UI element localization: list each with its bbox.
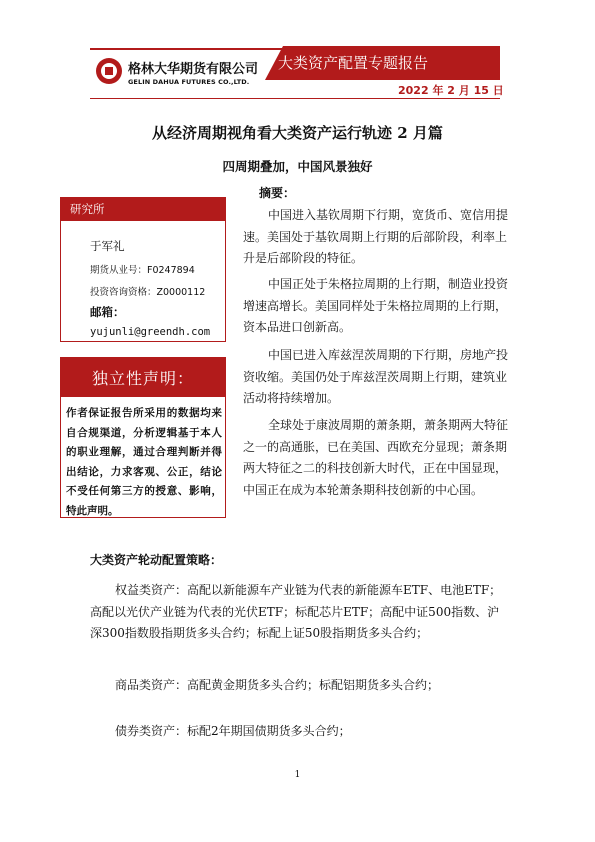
abstract-paragraph: 中国进入基钦周期下行期，宽货币、宽信用提速。美国处于基钦周期上行期的后部阶段，利率上升是后部阶段的特征。: [243, 208, 509, 265]
advisory-license: 投资咨询资格：Z0000112: [90, 287, 206, 298]
strategy-commodity: 商品类资产：高配黄金期货多头合约；标配铝期货多头合约；: [115, 678, 440, 692]
abstract-paragraph: 中国已进入库兹涅茨周期的下行期，房地产投资收缩。美国仍处于库兹涅茨周期上行期，建筑业活动将持续增加。: [243, 348, 509, 405]
research-institute-label: 研究所: [70, 202, 105, 216]
report-date: 2022 年 2 月 15 日: [398, 84, 504, 97]
report-type: 大类资产配置专题报告: [278, 54, 429, 72]
page-subtitle: 四周期叠加，中国风景独好: [222, 159, 373, 174]
declaration-heading: 独立性声明：: [91, 369, 194, 388]
page-title: 从经济周期视角看大类资产运行轨迹 2 月篇: [152, 124, 443, 142]
futures-license: 期货从业号：F0247894: [90, 265, 195, 276]
header-bottom-rule: [90, 98, 500, 99]
strategy-equity: 权益类资产：高配以新能源车产业链为代表的新能源车ETF、电池ETF；高配以光伏产业链为代表的光伏ETF；标配芯片ETF；高配中证500指数、沪深300指数股指期货多头合约；标配上证50股指期货多头合约；: [90, 583, 502, 640]
company-logo: [90, 50, 265, 98]
strategy-title: 大类资产轮动配置策略：: [90, 553, 223, 567]
abstract-paragraph: 全球处于康波周期的萧条期，萧条期两大特征之一的高通胀，已在美国、西欧充分显现；萧条期两大特征之二的科技创新大时代，正在中国显现，中国正在成为本轮萧条期科技创新的中心国。: [243, 418, 509, 497]
strategy-bond: 债券类资产：标配2年期国债期货多头合约；: [115, 724, 351, 738]
abstract-paragraph: 中国正处于朱格拉周期的上行期，制造业投资增速高增长。美国同样处于朱格拉周期的上行期，资本品进口创新高。: [243, 277, 509, 334]
analyst-info-box: [60, 221, 226, 342]
company-name-en: GELIN DAHUA FUTURES CO.,LTD.: [128, 78, 250, 86]
email-label: 邮箱：: [90, 305, 125, 319]
declaration-text: 作者保证报告所采用的数据均来自合规渠道，分析逻辑基于本人的职业理解，通过合理判断并得出结论，力求客观、公正，结论不受任何第三方的授意、影响，特此声明。: [66, 407, 222, 517]
company-name-cn: 格林大华期货有限公司: [128, 62, 259, 77]
analyst-name: 于军礼: [90, 239, 125, 253]
page-number: 1: [294, 770, 301, 780]
analyst-email: yujunli@greendh.com: [90, 326, 211, 338]
abstract-label: 摘要：: [259, 186, 296, 200]
company-logo-icon: [96, 58, 122, 84]
